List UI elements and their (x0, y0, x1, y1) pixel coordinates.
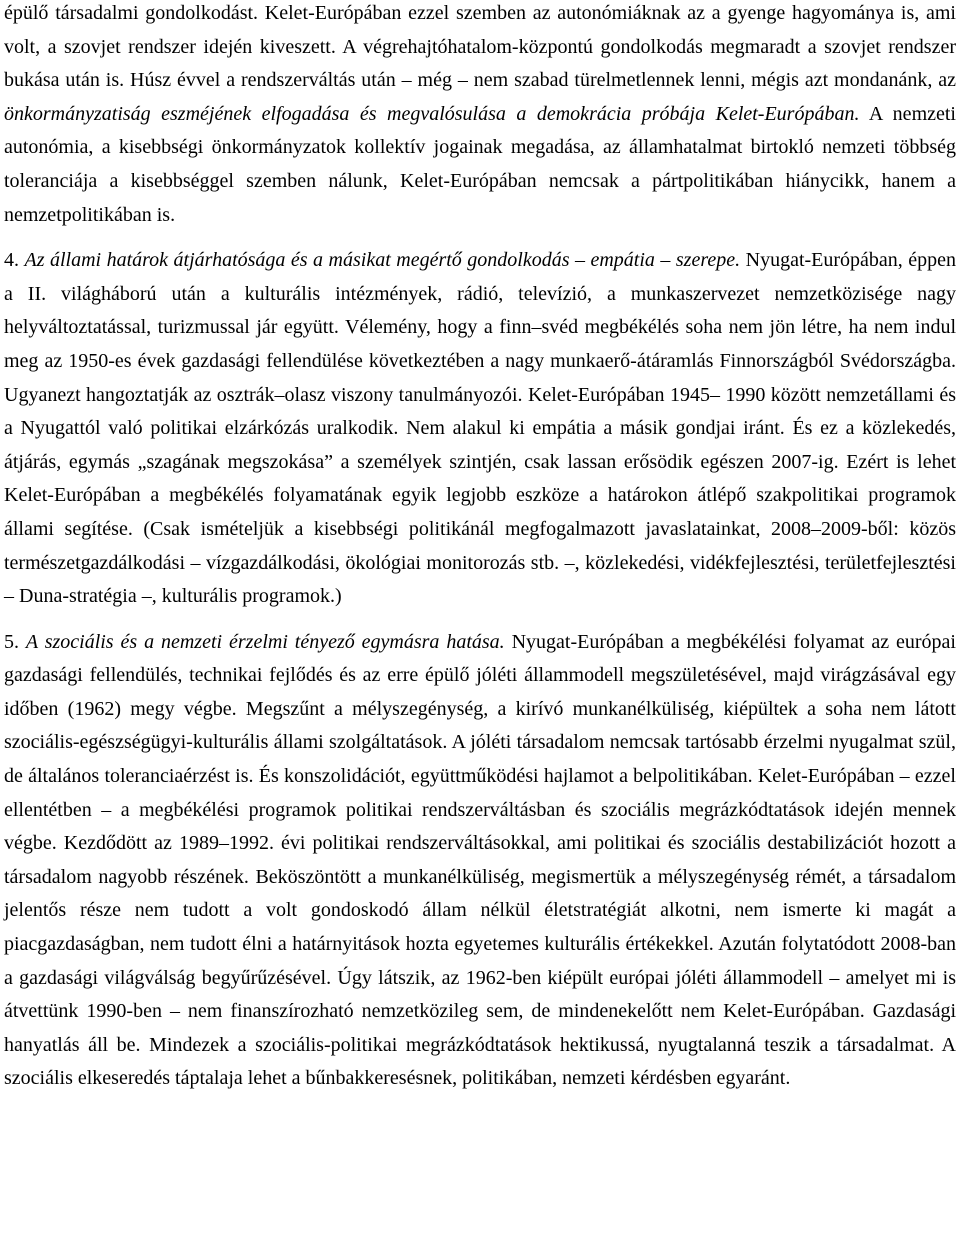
paragraph-autonomy-text-1: épülő társadalmi gondolkodást. Kelet-Európában ezzel szemben az autonómiáknak az a gyenge hagyománya is, ami volt, a szovjet rendszer idején kiveszett. A végrehajtóhatalom-központú gondolkodás megmaradt a szovjet rendszer bukása után is. Húsz évvel a rendszerváltás után – még – nem szabad türelmetlennek lenni, mégis azt mondanánk, az (4, 2, 956, 92)
section-5-paragraph (4, 626, 956, 1096)
section-5-body: Nyugat-Európában a megbékélési folyamat az európai gazdasági fellendülés, technikai fejlődés és az erre épülő jóléti állammodell megszületésével, majd virágzásával egy időben (1962) megy végbe. Megszűnt a mélyszegénység, a kirívó munkanélküliség, kiépültek a soha nem látott szociális-egészségügyi-kulturális állami szolgáltatások. A jóléti társadalom nemcsak tartósabb érzelmi nyugalmat szül, de általános toleranciaérzést is. És konszolidációt, együttműködési hajlamot a belpolitikában. Kelet-Európában – ezzel ellentétben – a megbékélési programok politikai rendszerváltásban és szociális megrázkódtatások idején mennek végbe. Kezdődött az 1989–1992. évi politikai rendszerváltásokkal, ami politikai és szociális destabilizációt hozott a társadalom nagyobb részének. Beköszöntött a munkanélküliség, megismertük a mélyszegénység rémét, a társadalom jelentős része nem tudott a volt gondoskodó állam nélkül életstratégiát alkotni, nem ismerte ki magát a piacgazdaságban, nem tudott élni a határnyitások hozta egyetemes kulturális értékekkel. Azután folytatódott 2008-ban a gazdasági világválság begyűrűzésével. Úgy látszik, az 1962-ben kiépült európai jóléti állammodell – amelyet mi is átvettünk 1990-ben – nem finanszírozható nemzetközileg sem, de mindenekelőtt nem Kelet-Európában. Gazdasági hanyatlás áll be. Mindezek a szociális-politikai megrázkódtatások hektikussá, nyugtalanná teszik a társadalmat. A szociális elkeseredés táptalaja lehet a bűnbakkeresésnek, politikában, nemzeti kérdésben egyaránt. (4, 630, 956, 1090)
section-4-paragraph (4, 244, 956, 614)
section-4-body: Nyugat-Európában, éppen a II. világháború után a kulturális intézmények, rádió, televízió, a munkaszervezet nemzetközisége nagy helyváltoztatással, turizmussal jár együtt. Vélemény, hogy a finn–svéd megbékélés soha nem jön létre, ha nem indul meg az 1950-es évek gazdasági fellendülése következtében a nagy munkaerő-átáramlás Finnországból Svédországba. Ugyanezt hangoztatják az osztrák–olasz viszony tanulmányozói. Kelet-Európában 1945– 1990 között nemzetállami és a Nyugattól való politikai elzárkózás uralkodik. Nem alakul ki empátia a másik gondjai iránt. És ez a közlekedés, átjárás, egymás „szagának megszokása” a személyek szintjén, csak lassan erősödik egészen 2007-ig. Ezért is lehet Kelet-Európában a megbékélés folyamatának egyik legjobb eszköze a határokon átlépő szakpolitikai programok állami segítése. (Csak ismételjük a kisebbségi politikánál megfogalmazott javaslatainkat, 2008–2009-ből: közös természetgazdálkodási – vízgazdálkodási, ökológiai monitorozás stb. –, közlekedési, vidékfejlesztési, területfejlesztési – Duna-stratégia –, kulturális programok.) (4, 249, 957, 608)
document-page (4, 0, 956, 1096)
section-5-number: 5. (4, 630, 19, 653)
section-4-number: 4. (4, 249, 19, 272)
paragraph-autonomy-text-2: A nemzeti autonómia, a kisebbségi önkormányzatok kollektív jogainak megadása, az államhatalmat birtokló nemzeti többség toleranciája a kisebbséggel szemben nálunk, Kelet-Európában nemcsak a pártpolitikában hiánycikk, hanem a nemzetpolitikában is. (4, 102, 956, 226)
section-5-heading: A szociális és a nemzeti érzelmi tényező egymásra hatása. (25, 630, 505, 653)
section-4-heading: Az állami határok átjárhatósága és a másikat megértő gondolkodás – empátia – szerepe. (24, 249, 741, 272)
paragraph-autonomy (4, 0, 956, 232)
paragraph-autonomy-emphasis: önkormányzatiság eszméjének elfogadása és megvalósulása a demokrácia próbája Kelet-Európában. (4, 102, 860, 125)
